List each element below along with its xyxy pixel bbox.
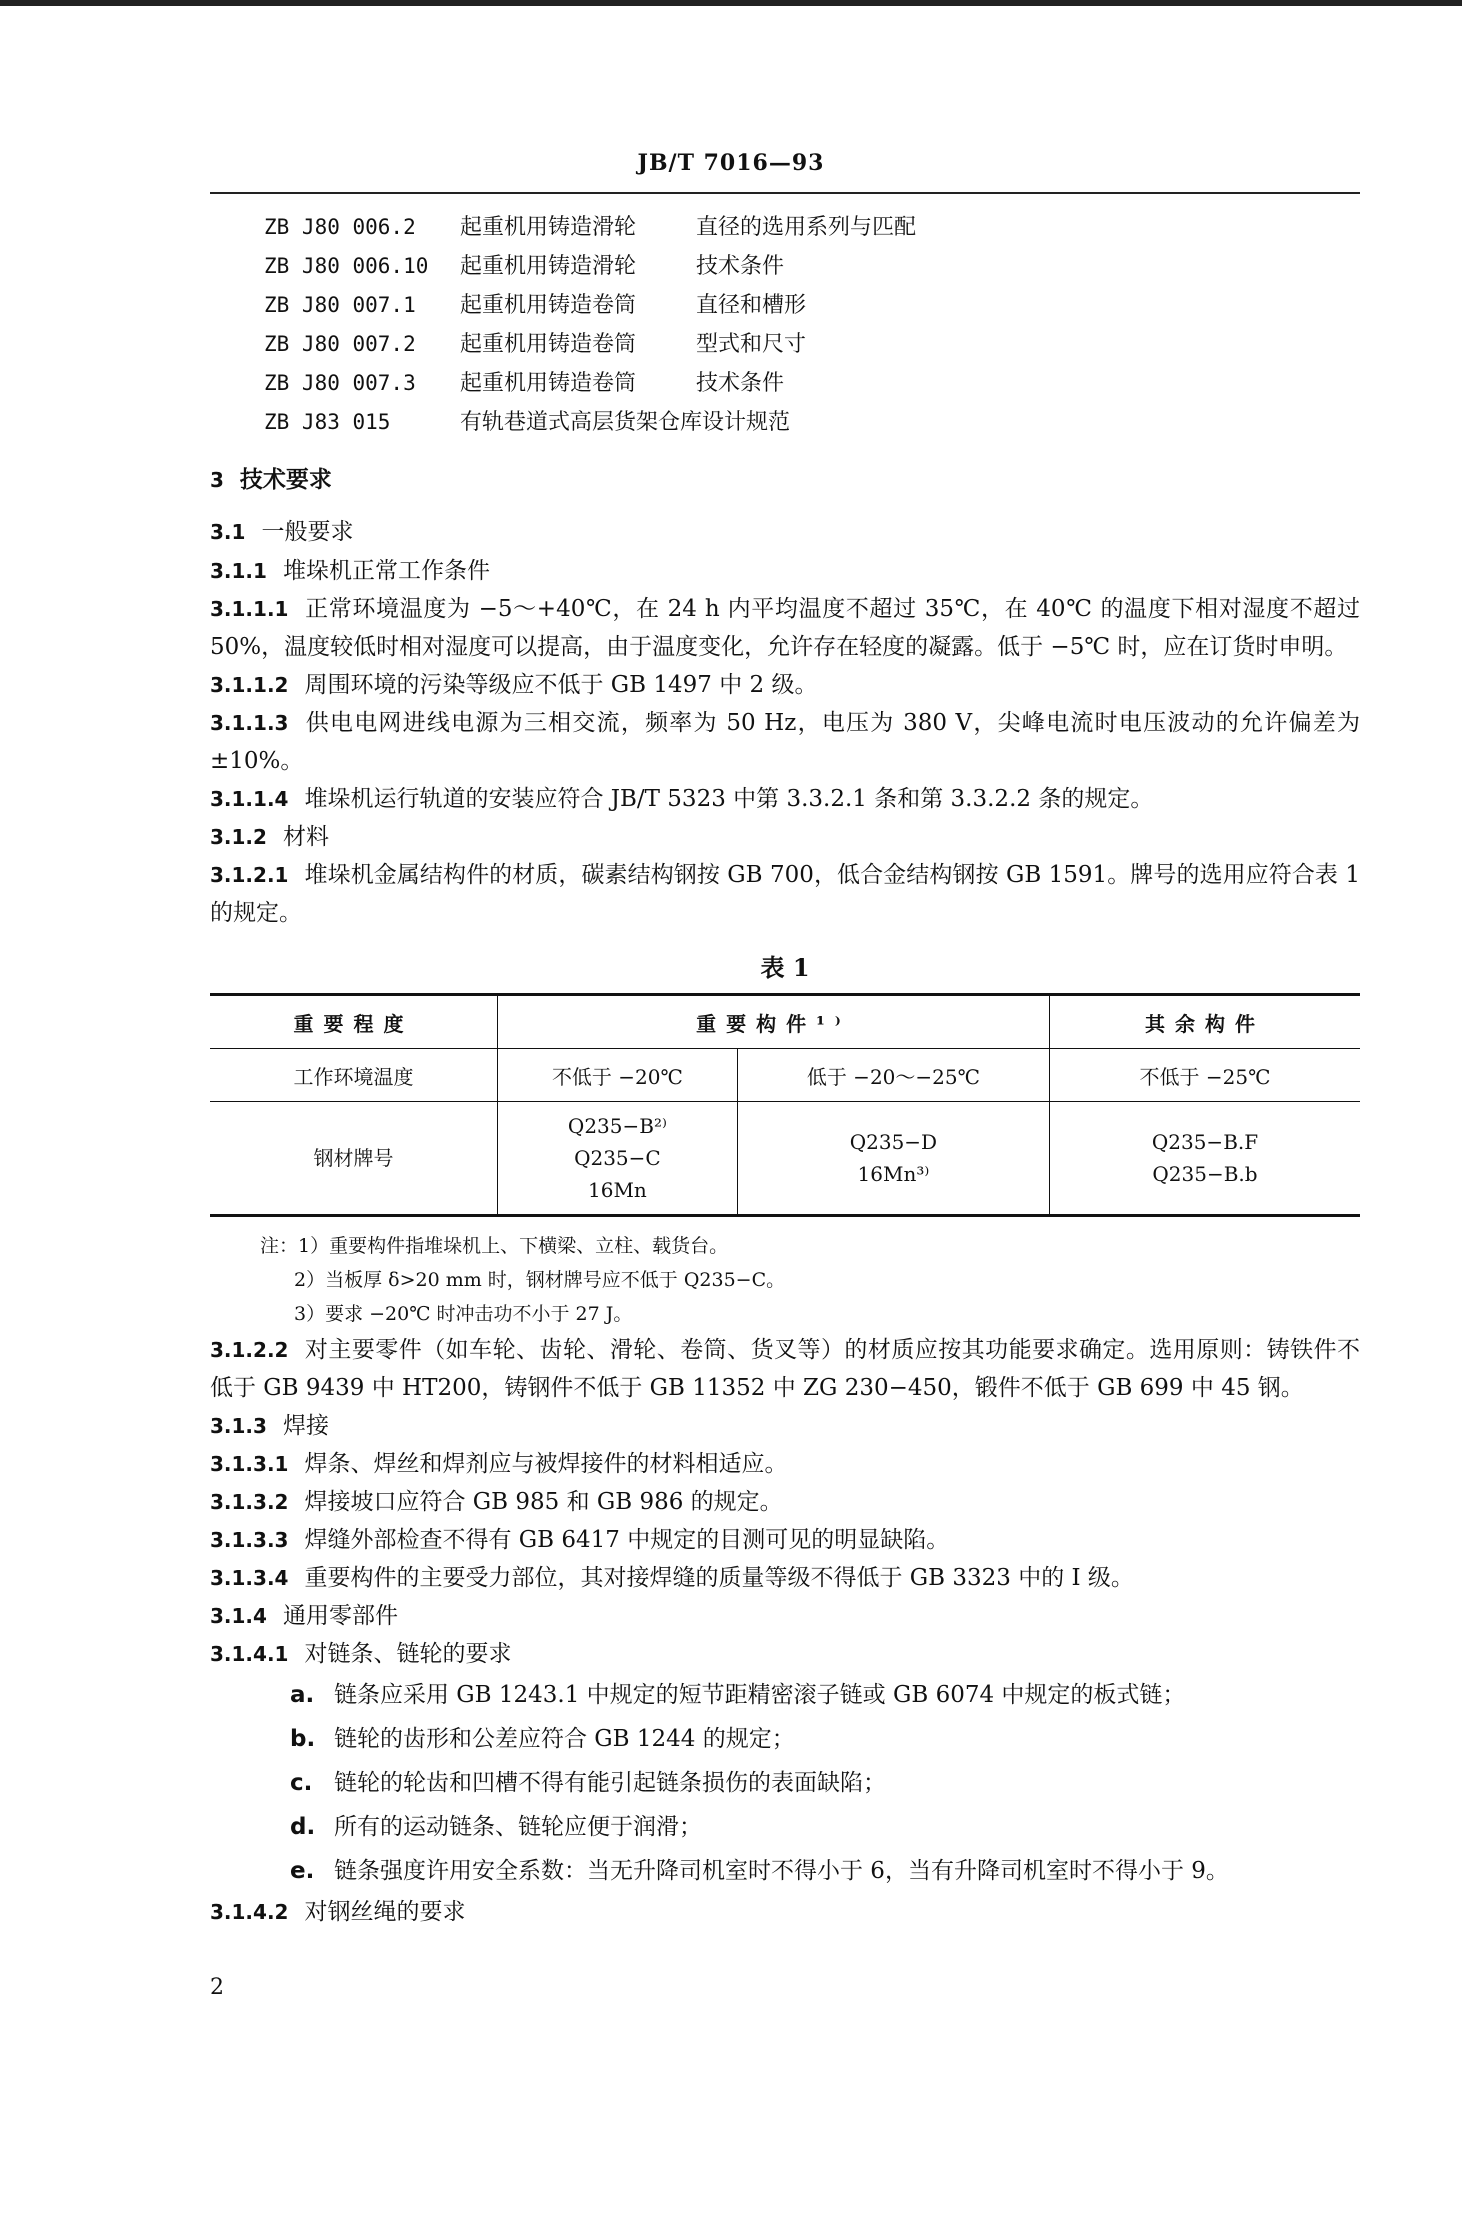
cell-grade-a bbox=[498, 1102, 738, 1216]
header-rule bbox=[210, 192, 1360, 194]
grade-value: Q235−C bbox=[574, 1146, 661, 1170]
clause-3-1-2-2 bbox=[210, 1331, 1360, 1407]
cell-grade-b bbox=[737, 1102, 1049, 1216]
list-item bbox=[290, 1717, 1360, 1761]
ref-code: ZB J80 006.10 bbox=[264, 254, 429, 278]
ref-title: 起重机用铸造滑轮 bbox=[460, 215, 637, 240]
item-marker: a. bbox=[290, 1682, 315, 1708]
section-number: 3.1.4 bbox=[210, 1604, 267, 1628]
grade-value: Q235−D bbox=[849, 1130, 938, 1154]
ref-code: ZB J80 007.1 bbox=[264, 293, 416, 317]
clause-number: 3.1.1.3 bbox=[210, 711, 289, 735]
list-item bbox=[290, 1673, 1360, 1717]
document-body bbox=[210, 460, 1360, 1931]
section-number: 3.1 bbox=[210, 520, 246, 544]
clause-3-1-4-1 bbox=[210, 1635, 1360, 1673]
ref-desc: 技术条件 bbox=[696, 254, 785, 279]
ref-code: ZB J80 007.2 bbox=[264, 332, 416, 356]
cell-env-c: 不低于 −25℃ bbox=[1050, 1049, 1361, 1102]
table-caption: 表 1 bbox=[760, 953, 810, 982]
item-text: 链条应采用 GB 1243.1 中规定的短节距精密滚子链或 GB 6074 中规定的板式链； bbox=[334, 1682, 1186, 1708]
ref-desc: 直径的选用系列与匹配 bbox=[696, 215, 917, 240]
page-header: JB/T 7016—93 bbox=[637, 150, 825, 176]
note: 2）当板厚 δ>20 mm 时，钢材牌号应不低于 Q235−C。 bbox=[294, 1269, 786, 1291]
item-text: 链轮的齿形和公差应符合 GB 1244 的规定； bbox=[334, 1726, 795, 1752]
ref-desc: 技术条件 bbox=[696, 371, 785, 396]
note: 注：1）重要构件指堆垛机上、下横梁、立柱、载货台。 bbox=[260, 1235, 729, 1257]
clause-text: 焊条、焊丝和焊剂应与被焊接件的材料相适应。 bbox=[304, 1451, 788, 1477]
item-marker: b. bbox=[290, 1726, 316, 1752]
clause-number: 3.1.1.1 bbox=[210, 597, 289, 621]
clause-text: 供电电网进线电源为三相交流，频率为 50 Hz，电压为 380 V，尖峰电流时电压波动的允许偏差为 ±10%。 bbox=[210, 710, 1360, 774]
ref-desc: 型式和尺寸 bbox=[696, 332, 807, 357]
clause-3-1-1-3 bbox=[210, 704, 1360, 780]
section-title: 焊接 bbox=[282, 1413, 329, 1439]
section-title: 一般要求 bbox=[261, 519, 354, 545]
clause-number: 3.1.2.2 bbox=[210, 1338, 289, 1362]
clause-number: 3.1.3.1 bbox=[210, 1452, 289, 1476]
grade-value: Q235−B²⁾ bbox=[567, 1114, 667, 1138]
ref-row bbox=[264, 403, 916, 442]
ref-row bbox=[264, 286, 916, 325]
section-3-1-4-heading bbox=[210, 1597, 1360, 1635]
section-number: 3.1.2 bbox=[210, 825, 267, 849]
ref-title: 有轨巷道式高层货架仓库设计规范 bbox=[460, 410, 791, 435]
ref-row bbox=[264, 325, 916, 364]
clause-3-1-4-2 bbox=[210, 1893, 1360, 1931]
ref-title: 起重机用铸造卷筒 bbox=[460, 371, 637, 396]
cell-env-a: 不低于 −20℃ bbox=[498, 1049, 738, 1102]
clause-text: 重要构件的主要受力部位，其对接焊缝的质量等级不得低于 GB 3323 中的 Ⅰ 级。 bbox=[304, 1565, 1134, 1591]
section-3-1-3-heading bbox=[210, 1407, 1360, 1445]
cell-env-b: 低于 −20～−25℃ bbox=[737, 1049, 1049, 1102]
clause-number: 3.1.1.4 bbox=[210, 787, 289, 811]
section-title: 通用零部件 bbox=[282, 1603, 398, 1629]
grade-value: Q235−B.F bbox=[1151, 1130, 1259, 1154]
clause-text: 焊接坡口应符合 GB 985 和 GB 986 的规定。 bbox=[304, 1489, 783, 1515]
table-row bbox=[210, 1102, 1360, 1216]
cell-grade-c bbox=[1050, 1102, 1361, 1216]
item-text: 链条强度许用安全系数：当无升降司机室时不得小于 6，当有升降司机室时不得小于 9。 bbox=[334, 1858, 1229, 1884]
grade-value: 16Mn bbox=[588, 1178, 647, 1202]
clause-text: 正常环境温度为 −5～+40℃，在 24 h 内平均温度不超过 35℃，在 40℃ 的温度下相对湿度不超过 50%，温度较低时相对湿度可以提高，由于温度变化，允许存在轻度的凝露。低于 −5℃ 时，应在订货时申明。 bbox=[210, 596, 1360, 660]
ref-row bbox=[264, 364, 916, 403]
note: 3）要求 −20℃ 时冲击功不小于 27 J。 bbox=[294, 1303, 633, 1325]
list-item bbox=[290, 1805, 1360, 1849]
ref-title: 起重机用铸造卷筒 bbox=[460, 332, 637, 357]
ref-code: ZB J80 007.3 bbox=[264, 371, 416, 395]
table-notes bbox=[260, 1229, 1360, 1331]
ref-code: ZB J80 006.2 bbox=[264, 215, 416, 239]
section-3-1-2-heading bbox=[210, 818, 1360, 856]
clause-number: 3.1.3.4 bbox=[210, 1566, 289, 1590]
clause-3-1-3-1 bbox=[210, 1445, 1360, 1483]
clause-3-1-1-1 bbox=[210, 590, 1360, 666]
clause-number: 3.1.3.3 bbox=[210, 1528, 289, 1552]
ref-row bbox=[264, 247, 916, 286]
item-marker: e. bbox=[290, 1858, 315, 1884]
table-header-row bbox=[210, 995, 1360, 1049]
clause-number: 3.1.1.2 bbox=[210, 673, 289, 697]
clause-3-1-3-3 bbox=[210, 1521, 1360, 1559]
section-3-heading bbox=[210, 460, 1360, 500]
item-text: 链轮的轮齿和凹槽不得有能引起链条损伤的表面缺陷； bbox=[334, 1770, 886, 1796]
materials-table bbox=[210, 993, 1360, 1217]
clause-3-1-3-4 bbox=[210, 1559, 1360, 1597]
scan-border bbox=[0, 0, 1462, 6]
item-marker: d. bbox=[290, 1814, 316, 1840]
ref-title: 起重机用铸造滑轮 bbox=[460, 254, 637, 279]
chain-requirements-list bbox=[210, 1673, 1360, 1893]
ref-desc: 直径和槽形 bbox=[696, 293, 807, 318]
clause-number: 3.1.4.2 bbox=[210, 1900, 289, 1924]
clause-text: 对钢丝绳的要求 bbox=[304, 1899, 466, 1925]
clause-3-1-1-4 bbox=[210, 780, 1360, 818]
clause-text: 对链条、链轮的要求 bbox=[304, 1641, 512, 1667]
section-title: 堆垛机正常工作条件 bbox=[282, 558, 490, 584]
ref-row bbox=[264, 208, 916, 247]
header-importance: 重要程度 bbox=[210, 995, 498, 1049]
list-item bbox=[290, 1849, 1360, 1893]
grade-value: Q235−B.b bbox=[1152, 1162, 1258, 1186]
clause-text: 焊缝外部检查不得有 GB 6417 中规定的目测可见的明显缺陷。 bbox=[304, 1527, 950, 1553]
header-important-parts: 重要构件¹⁾ bbox=[498, 995, 1050, 1049]
clause-3-1-1-2 bbox=[210, 666, 1360, 704]
section-number: 3 bbox=[210, 468, 224, 492]
page-number: 2 bbox=[210, 1975, 224, 2000]
section-3-1-1-heading bbox=[210, 552, 1360, 590]
clause-number: 3.1.3.2 bbox=[210, 1490, 289, 1514]
clause-text: 堆垛机运行轨道的安装应符合 JB/T 5323 中第 3.3.2.1 条和第 3.3.2.2 条的规定。 bbox=[304, 786, 1154, 812]
clause-text: 堆垛机金属结构件的材质，碳素结构钢按 GB 700，低合金结构钢按 GB 1591。牌号的选用应符合表 1 的规定。 bbox=[210, 862, 1360, 926]
grade-value: 16Mn³⁾ bbox=[857, 1162, 930, 1186]
header-other-parts: 其余构件 bbox=[1050, 995, 1361, 1049]
section-number: 3.1.3 bbox=[210, 1414, 267, 1438]
ref-title: 起重机用铸造卷筒 bbox=[460, 293, 637, 318]
clause-3-1-2-1 bbox=[210, 856, 1360, 932]
section-title: 技术要求 bbox=[239, 466, 332, 493]
clause-3-1-3-2 bbox=[210, 1483, 1360, 1521]
list-item bbox=[290, 1761, 1360, 1805]
section-3-1-heading bbox=[210, 512, 1360, 552]
reference-list bbox=[264, 208, 916, 442]
table-row bbox=[210, 1049, 1360, 1102]
section-title: 材料 bbox=[282, 824, 329, 850]
item-text: 所有的运动链条、链轮应便于润滑； bbox=[334, 1814, 702, 1840]
item-marker: c. bbox=[290, 1770, 313, 1796]
row-label-env: 工作环境温度 bbox=[210, 1049, 498, 1102]
ref-code: ZB J83 015 bbox=[264, 410, 391, 434]
clause-number: 3.1.2.1 bbox=[210, 863, 289, 887]
clause-text: 对主要零件（如车轮、齿轮、滑轮、卷筒、货叉等）的材质应按其功能要求确定。选用原则：铸铁件不低于 GB 9439 中 HT200，铸钢件不低于 GB 11352 中 ZG 230−450，锻件不低于 GB 699 中 45 钢。 bbox=[210, 1337, 1360, 1401]
row-label-grade: 钢材牌号 bbox=[210, 1102, 498, 1216]
section-number: 3.1.1 bbox=[210, 559, 267, 583]
clause-number: 3.1.4.1 bbox=[210, 1642, 289, 1666]
clause-text: 周围环境的污染等级应不低于 GB 1497 中 2 级。 bbox=[304, 672, 818, 698]
